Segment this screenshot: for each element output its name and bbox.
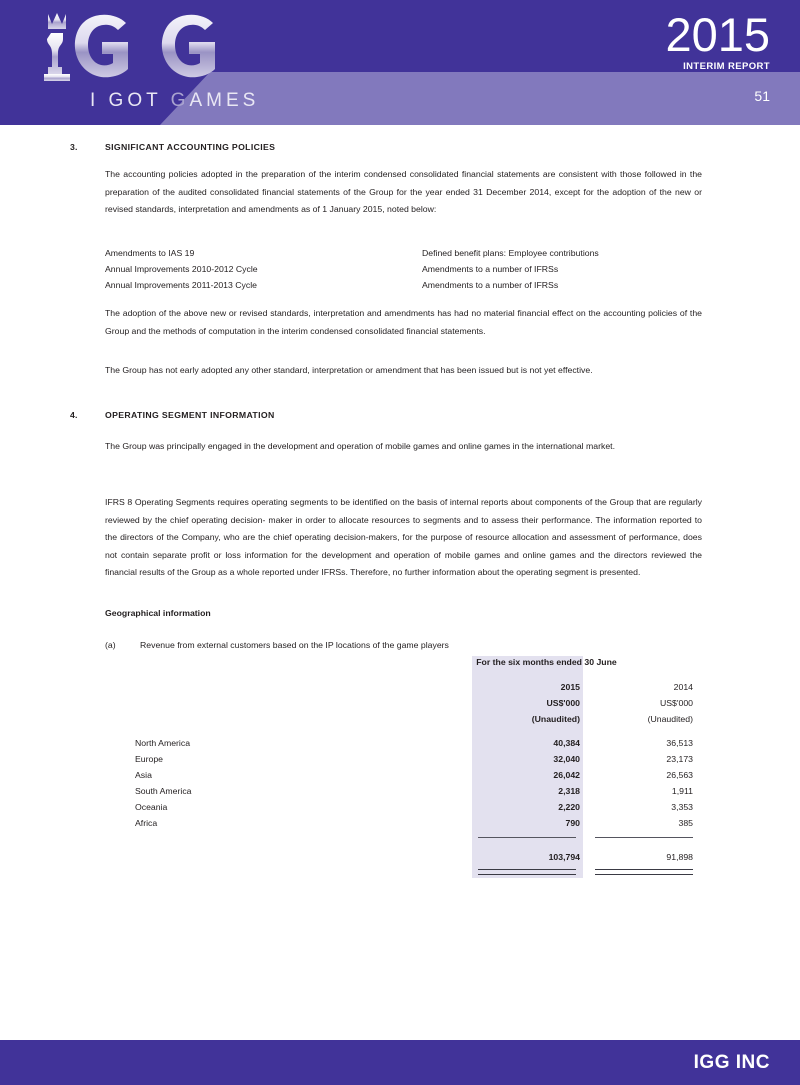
table-cell-2015: 40,384: [553, 738, 580, 748]
table-cell-2014: 23,173: [666, 754, 693, 764]
table-row: South America: [135, 786, 192, 796]
footer-brand: IGG INC: [693, 1052, 770, 1073]
amendment-row: [105, 277, 705, 293]
section-3-paragraph-1: The accounting policies adopted in the preparation of the interim condensed consolidated financial statements are consistent with those followed in the preparation of the audited consolidated financial statements of the Group for the year ended 31 December 2014, except for the adoption of the new or revised standards, interpretation and amendments as of 1 January 2015, noted below:: [105, 169, 702, 215]
section-4-paragraph-1: The Group was principally engaged in the development and operation of mobile games and online games in the international market.: [105, 441, 615, 451]
report-year-block: [665, 10, 770, 72]
section-3-title: SIGNIFICANT ACCOUNTING POLICIES: [105, 142, 276, 152]
section-3-paragraph-2: The adoption of the above new or revised standards, interpretation and amendments has had no material financial effect on the accounting policies of the Group and the methods of computation in the interim condensed consolidated financial statements.: [105, 308, 702, 336]
igg-logo-mark: [38, 12, 228, 90]
table-cell-2014: 385: [678, 818, 693, 828]
amendment-row: [105, 245, 705, 261]
header-2015-audit-status: (Unaudited): [531, 714, 580, 724]
table-row: Oceania: [135, 802, 168, 812]
amendment-standard: Annual Improvements 2010-2012 Cycle: [105, 264, 258, 274]
table-cell-2014: 1,911: [671, 786, 693, 796]
table-span-header: For the six months ended 30 June: [476, 657, 617, 667]
geographical-information-subheading: Geographical information: [105, 608, 211, 618]
page-footer: [0, 1040, 800, 1085]
tagline-part-g: G: [170, 90, 190, 111]
page-number: 51: [754, 88, 770, 104]
amendment-description: Amendments to a number of IFRSs: [422, 280, 559, 290]
igg-logo-tagline: [90, 90, 259, 112]
table-cell-2014: 26,563: [666, 770, 693, 780]
tagline-part-igot: I GOT: [90, 90, 171, 111]
table-cell-2014: 3,353: [671, 802, 693, 812]
table-total-2014: 91,898: [666, 852, 693, 862]
header-2015-unit: US$'000: [546, 698, 580, 708]
report-year: 2015: [665, 8, 770, 61]
igg-logo: [38, 12, 260, 120]
header-2015-year: 2015: [560, 682, 580, 692]
amendment-description: Defined benefit plans: Employee contributions: [422, 248, 599, 258]
page-header: [0, 0, 800, 125]
table-cell-2015: 790: [565, 818, 580, 828]
table-cell-2015: 32,040: [553, 754, 580, 764]
header-2014-year: 2014: [673, 682, 693, 692]
subtotal-rule-2015: [478, 837, 576, 838]
table-total-2015: 103,794: [548, 852, 580, 862]
amendment-row: [105, 261, 705, 277]
section-4-paragraph-2: IFRS 8 Operating Segments requires operating segments to be identified on the basis of internal reports about components of the Group that are regularly reviewed by the chief operating decision- maker in order to allocate resources to segments and to assess their performance. The information reported to the directors of the Company, who are the chief operating decision-makers, for the purpose of resource allocation and assessment of performance, does not contain separate profit or loss information for the development and operation of mobile games and online games and the directors reviewed the financial results of the Group as a whole reported under IFRSs. Therefore, no further information about the operating segment is presented.: [105, 497, 702, 578]
amendment-standard: Annual Improvements 2011-2013 Cycle: [105, 280, 257, 290]
table-row: Asia: [135, 770, 152, 780]
table-cell-2015: 26,042: [553, 770, 580, 780]
section-4-number: 4.: [70, 410, 78, 420]
amendment-description: Amendments to a number of IFRSs: [422, 264, 559, 274]
section-3-paragraph-3: The Group has not early adopted any other standard, interpretation or amendment that has been issued but is not yet effective.: [105, 365, 593, 375]
table-row: North America: [135, 738, 191, 748]
header-2014-audit-status: (Unaudited): [647, 714, 693, 724]
item-a-label: (a): [105, 640, 116, 650]
item-a-text: Revenue from external customers based on the IP locations of the game players: [140, 640, 449, 650]
subtotal-rule-2014: [595, 837, 693, 838]
total-double-rule-2014: [595, 869, 693, 875]
section-3-number: 3.: [70, 142, 78, 152]
total-double-rule-2015: [478, 869, 576, 875]
table-row: Europe: [135, 754, 164, 764]
table-cell-2015: 2,318: [558, 786, 580, 796]
header-2014-unit: US$'000: [659, 698, 693, 708]
amendment-standard: Amendments to IAS 19: [105, 248, 195, 258]
report-type-label: INTERIM REPORT: [683, 61, 770, 72]
table-cell-2015: 2,220: [558, 802, 580, 812]
table-cell-2014: 36,513: [666, 738, 693, 748]
tagline-part-ames: AMES: [189, 90, 260, 111]
section-4-title: OPERATING SEGMENT INFORMATION: [105, 410, 275, 420]
table-row: Africa: [135, 818, 158, 828]
